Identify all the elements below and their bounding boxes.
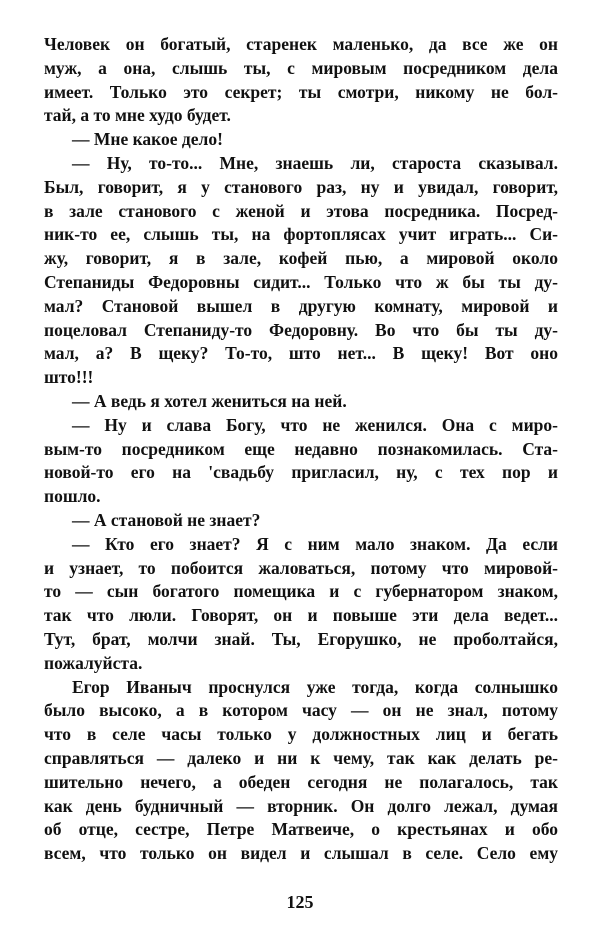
text-line: новой-то его на 'свадьбу пригласил, ну, с тех пор и [44,462,558,483]
text-line: Тут, брат, молчи знай. Ты, Егорушко, не проболтайся, [44,628,558,649]
text-line: тай, а то мне худо будет. [44,105,231,126]
body-text [44,33,558,866]
text-line: Егор Иваныч проснулся уже тогда, когда солнышко [72,676,558,697]
text-line: что в селе часы только у должностных лиц и бегать [44,724,558,745]
text-line: как день будничный — вторник. Он долго лежал, думая [44,795,558,816]
text-line: — А ведь я хотел жениться на ней. [72,390,347,411]
text-line: в зале станового с женой и этова посредника. Посред- [44,200,558,221]
text-line: мал, а? В щеку? То-то, што нет... В щеку! Вот оно [44,343,558,364]
text-line: вым-то посредником еще недавно познакомилась. Ста- [44,438,558,459]
text-line: — А становой не знает? [72,509,261,530]
text-line: мал? Становой вышел в другую комнату, мировой и [44,295,558,316]
text-line: муж, а она, слышь ты, с мировым посредником дела [44,57,558,78]
text-line: пожалуйста. [44,652,143,673]
text-line: — Ну, то-то... Мне, знаешь ли, староста сказывал. [72,152,558,173]
text-line: што!!! [44,367,94,388]
text-line: справляться — далеко и ни к чему, так как делать ре- [44,747,558,768]
text-line: шительно нечего, а обеден сегодня не полагалось, так [44,771,558,792]
text-line: всем, что только он видел и слышал в селе. Село ему [44,843,558,864]
text-line: было высоко, а в котором часу — он не знал, потому [44,700,558,721]
text-line: Человек он богатый, старенек маленько, да все же он [44,34,558,54]
text-line: Был, говорит, я у станового раз, ну и увидал, говорит, [44,176,558,197]
text-line: — Ну и слава Богу, что не женился. Она с миро- [72,414,558,435]
text-line: и узнает, то побоится жаловаться, потому что мировой- [44,557,558,578]
text-line: об отце, сестре, Петре Матвеиче, о крестьянах и обо [44,819,558,840]
text-line: жу, говорит, я в зале, кофей пью, а мировой около [44,248,558,269]
page-number: 125 [286,892,314,912]
text-line: ник-то ее, слышь ты, на фортоплясах учит играть... Си- [44,224,558,245]
text-line: то — сын богатого помещика и с губернатором знаком, [44,581,558,602]
text-line: поцеловал Степаниду-то Федоровну. Во что бы ты ду- [44,319,558,340]
text-line: — Мне какое дело! [72,129,223,150]
text-line: пошло. [44,486,101,507]
text-line: Степаниды Федоровны сидит... Только что ж бы ты ду- [44,271,558,292]
text-line: так что люли. Говорят, он и повыше эти дела ведет... [44,605,558,626]
text-line: — Кто его знает? Я с ним мало знаком. Да если [72,533,558,554]
text-line: имеет. Только это секрет; ты смотри, никому не бол- [44,81,558,102]
